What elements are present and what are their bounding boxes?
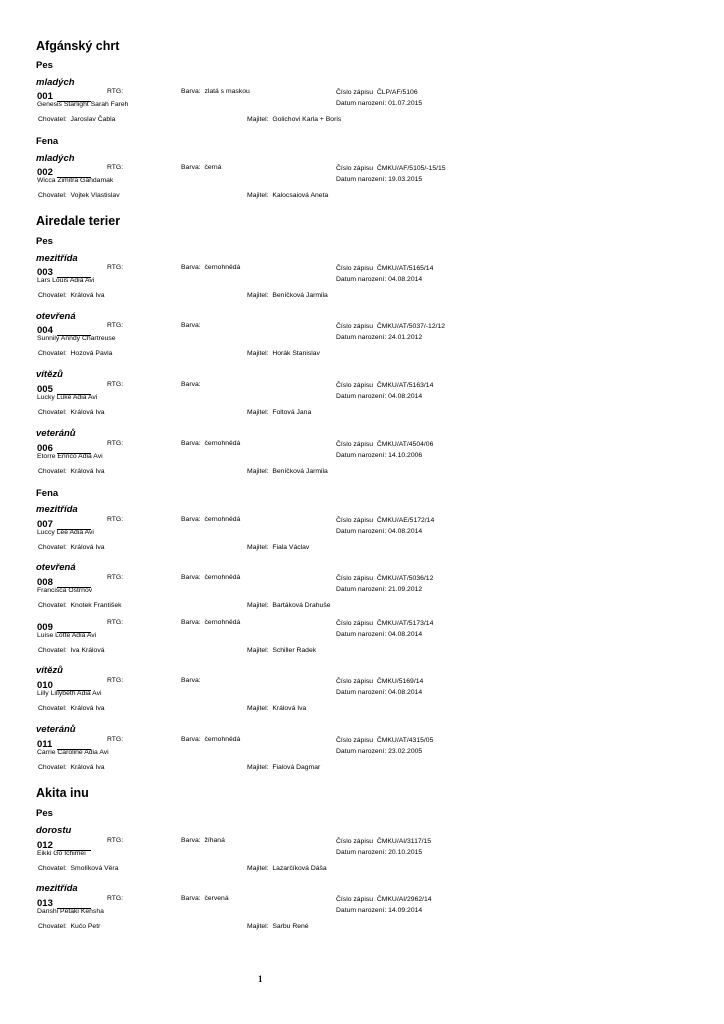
rtg-label: RTG:: [107, 264, 124, 271]
catalog-number: 008: [37, 577, 53, 588]
registration-field: Číslo zápisu ČMKU/AT/5173/14: [336, 620, 434, 627]
registration-field: Číslo zápisu ČMKU/AF/5105/-15/15: [336, 165, 446, 172]
registration-field: Číslo zápisu ČMKU/AI/2962/14: [336, 896, 432, 903]
birth-date-field: Datum narození: 01.07.2015: [336, 100, 423, 107]
class-heading: vítězů: [36, 665, 63, 676]
owner-field: Majitel: Schiller Radek: [247, 647, 317, 654]
class-heading: mezitřída: [36, 253, 78, 264]
dog-name: Lucky Luke Adia Avi: [37, 394, 98, 401]
registration-field: Číslo zápisu ČMKU/AT/5163/14: [336, 382, 434, 389]
sex-heading: Fena: [36, 488, 59, 499]
dog-entry: [0, 619, 724, 672]
birth-date-field: Datum narození: 14.10.2006: [336, 452, 423, 459]
breeder-field: Chovatel: Smolíková Věra: [38, 865, 119, 872]
breeder-field: Chovatel: Králová Iva: [38, 292, 105, 299]
breeder-field: Chovatel: Králová Iva: [38, 468, 105, 475]
owner-field: Majitel: Králová Iva: [247, 705, 307, 712]
rtg-label: RTG:: [107, 895, 124, 902]
dog-entry: [0, 264, 724, 317]
rtg-label: RTG:: [107, 381, 124, 388]
catalog-number: 002: [37, 167, 53, 178]
color-field: Barva: černohnědá: [181, 619, 241, 626]
color-field: Barva: černohnědá: [181, 574, 241, 581]
color-field: Barva: černohnědá: [181, 264, 241, 271]
color-field: Barva: zlatá s maskou: [181, 88, 250, 95]
registration-field: Číslo zápisu ČMKU/AT/5165/14: [336, 265, 434, 272]
rtg-label: RTG:: [107, 440, 124, 447]
catalog-number: 006: [37, 443, 53, 454]
dog-name: Genesis Starlight Sarah Fareh: [37, 101, 129, 108]
owner-field: Majitel: Beníčková Jarmila: [247, 292, 328, 299]
dog-name: Lilly Lillybeth Adia Avi: [37, 690, 102, 697]
class-heading: mladých: [36, 77, 75, 88]
breeder-field: Chovatel: Králová Iva: [38, 705, 105, 712]
birth-date-field: Datum narození: 14.09.2014: [336, 907, 423, 914]
catalog-number: 007: [37, 519, 53, 530]
rtg-label: RTG:: [107, 322, 124, 329]
class-heading: otevřená: [36, 562, 76, 573]
rtg-label: RTG:: [107, 837, 124, 844]
owner-field: Majitel: Golichovi Karla + Boris: [247, 116, 342, 123]
dog-entry: [0, 440, 724, 493]
breeder-field: Chovatel: Hozová Pavla: [38, 350, 113, 357]
sex-heading: Pes: [36, 236, 53, 247]
breeder-field: Chovatel: Králová Iva: [38, 409, 105, 416]
dog-entry: [0, 736, 724, 789]
registration-field: Číslo zápisu ČMKU/AT/4504/06: [336, 441, 434, 448]
color-field: Barva: černohnědá: [181, 516, 241, 523]
registration-field: Číslo zápisu ČMKU/AT/5036/12: [336, 575, 434, 582]
owner-field: Majitel: Kalocsaiová Aneta: [247, 192, 329, 199]
sex-heading: Pes: [36, 808, 53, 819]
breeder-field: Chovatel: Jaroslav Čabla: [38, 116, 116, 123]
dog-entry: [0, 88, 724, 141]
registration-field: Číslo zápisu ČMKU/AT/4315/05: [336, 737, 434, 744]
owner-field: Majitel: Sarbu René: [247, 923, 309, 930]
breed-heading: Airedale terier: [36, 214, 121, 228]
birth-date-field: Datum narození: 04.08.2014: [336, 631, 423, 638]
birth-date-field: Datum narození: 20.10.2015: [336, 849, 423, 856]
dog-entry: [0, 516, 724, 569]
owner-field: Majitel: Horák Stanislav: [247, 350, 320, 357]
catalog-number: 009: [37, 622, 53, 633]
rtg-label: RTG:: [107, 619, 124, 626]
breed-heading: Akita inu: [36, 786, 89, 800]
catalog-number: 001: [37, 91, 53, 102]
birth-date-field: Datum narození: 21.09.2012: [336, 586, 423, 593]
dog-name: Wicca Zimitra Gandamak: [37, 177, 114, 184]
dog-name: Carrie Caroline Adia Avi: [37, 749, 109, 756]
rtg-label: RTG:: [107, 574, 124, 581]
owner-field: Majitel: Beníčková Jarmila: [247, 468, 328, 475]
dog-entry: [0, 322, 724, 375]
color-field: Barva: černohnědá: [181, 440, 241, 447]
breeder-field: Chovatel: Knotek František: [38, 602, 122, 609]
registration-field: Číslo zápisu ČMKU/AI/3117/15: [336, 838, 432, 845]
color-field: Barva: žíhaná: [181, 837, 225, 844]
dog-name: Luccy Lee Adia Avi: [37, 529, 94, 536]
dog-entry: [0, 895, 724, 948]
color-field: Barva:: [181, 322, 201, 329]
page-number: 1: [258, 974, 263, 984]
sex-heading: Fena: [36, 136, 59, 147]
rtg-label: RTG:: [107, 736, 124, 743]
class-heading: vítězů: [36, 369, 63, 380]
rtg-label: RTG:: [107, 677, 124, 684]
rtg-label: RTG:: [107, 516, 124, 523]
color-field: Barva:: [181, 677, 201, 684]
dog-entry: [0, 381, 724, 434]
color-field: Barva: červená: [181, 895, 229, 902]
catalog-number: 010: [37, 680, 53, 691]
breeder-field: Chovatel: Kučo Petr: [38, 923, 101, 930]
rtg-label: RTG:: [107, 88, 124, 95]
breeder-field: Chovatel: Králová Iva: [38, 764, 105, 771]
class-heading: dorostu: [36, 825, 72, 836]
owner-field: Majitel: Bartáková Drahuše: [247, 602, 331, 609]
class-heading: mladých: [36, 153, 75, 164]
catalog-number: 013: [37, 898, 53, 909]
dog-name: Etorre Enrico Adia Avi: [37, 453, 103, 460]
dog-name: Danshi Petaki Kensha: [37, 908, 104, 915]
dog-name: Luise Lotte Adia Avi: [37, 632, 97, 639]
dog-entry: [0, 837, 724, 890]
color-field: Barva:: [181, 381, 201, 388]
birth-date-field: Datum narození: 04.08.2014: [336, 528, 423, 535]
owner-field: Majitel: Foltová Jana: [247, 409, 312, 416]
registration-field: Číslo zápisu ČMKU/5169/14: [336, 678, 424, 685]
catalog-number: 003: [37, 267, 53, 278]
rtg-label: RTG:: [107, 164, 124, 171]
color-field: Barva: černá: [181, 164, 222, 171]
class-heading: otevřená: [36, 311, 76, 322]
breeder-field: Chovatel: Králová Iva: [38, 544, 105, 551]
birth-date-field: Datum narození: 23.02.2005: [336, 748, 423, 755]
catalog-number: 012: [37, 840, 53, 851]
dog-entry: [0, 164, 724, 217]
class-heading: mezitřída: [36, 883, 78, 894]
sex-heading: Pes: [36, 60, 53, 71]
breeder-field: Chovatel: Vojtek Vlastislav: [38, 192, 120, 199]
birth-date-field: Datum narození: 04.08.2014: [336, 393, 423, 400]
dog-name: Lars Louis Adia Avi: [37, 277, 95, 284]
registration-field: Číslo zápisu ČMKU/AE/5172/14: [336, 517, 435, 524]
owner-field: Majitel: Fialová Dagmar: [247, 764, 321, 771]
breed-heading: Afgánský chrt: [36, 39, 120, 53]
registration-field: Číslo zápisu ČMKU/AT/5037/-12/12: [336, 323, 446, 330]
dog-name: Francisca Ostrnov: [37, 587, 93, 594]
registration-field: Číslo zápisu ČLP/AF/5106: [336, 89, 418, 96]
birth-date-field: Datum narození: 24.01.2012: [336, 334, 423, 341]
breeder-field: Chovatel: Iva Králová: [38, 647, 105, 654]
birth-date-field: Datum narození: 19.03.2015: [336, 176, 423, 183]
catalog-number: 005: [37, 384, 53, 395]
dog-entry: [0, 677, 724, 730]
class-heading: veteránů: [36, 428, 76, 439]
catalog-number: 011: [37, 739, 53, 750]
owner-field: Majitel: Fiala Václav: [247, 544, 310, 551]
catalog-number: 004: [37, 325, 53, 336]
class-heading: veteránů: [36, 724, 76, 735]
color-field: Barva: černohnědá: [181, 736, 241, 743]
dog-name: Sunnily Anndy Chartreuse: [37, 335, 116, 342]
owner-field: Majitel: Lazarčíková Dáša: [247, 865, 327, 872]
dog-name: Eikki Go Ichimei: [37, 850, 86, 857]
birth-date-field: Datum narození: 04.08.2014: [336, 689, 423, 696]
class-heading: mezitřída: [36, 504, 78, 515]
birth-date-field: Datum narození: 04.08.2014: [336, 276, 423, 283]
